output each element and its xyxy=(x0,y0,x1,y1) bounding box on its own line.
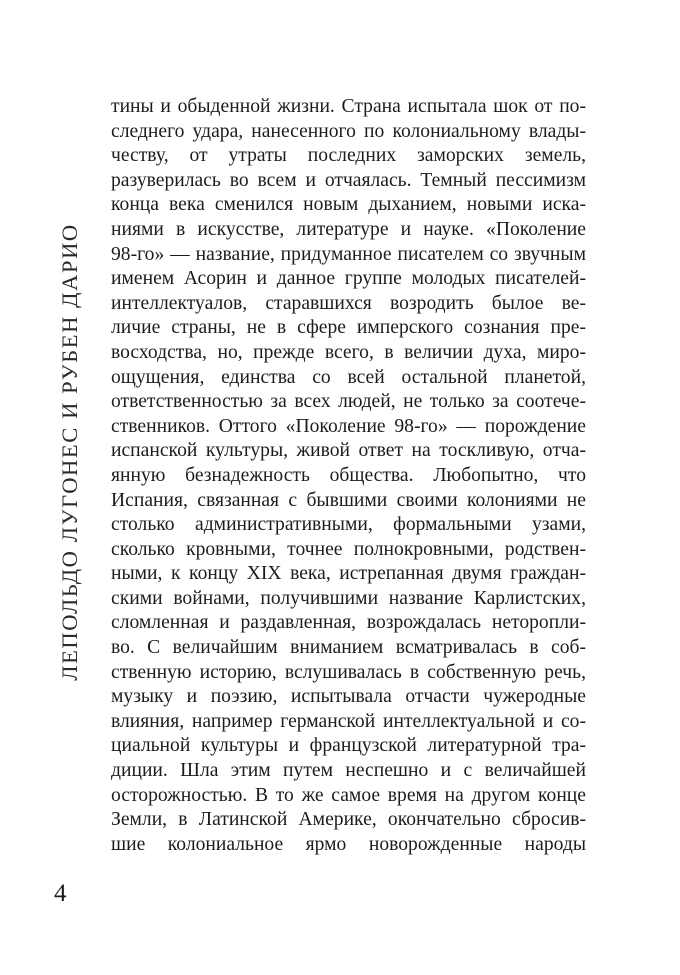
text-line: шие колониальное ярмо новорожденные народы xyxy=(111,833,586,855)
text-line: ответственностью за всех людей, не только за соотече- xyxy=(111,391,586,413)
running-head-text: ЛЕПОЛЬДО ЛУГОНЕС И РУБЕН ДАРИО xyxy=(56,223,82,681)
page-number: 4 xyxy=(54,880,67,907)
text-line: ственников. Оттого «Поколение 98-го» — порождение xyxy=(111,415,586,437)
text-line: испанской культуры, живой ответ на тоскливую, отча- xyxy=(111,440,586,462)
text-line: личие страны, не в сфере имперского сознания пре- xyxy=(111,317,586,339)
running-head xyxy=(55,97,84,807)
text-line: ственную историю, вслушивалась в собственную речь, xyxy=(111,661,586,683)
text-line: честву, от утраты последних заморских земель, xyxy=(111,145,586,167)
text-line: осторожностью. В то же самое время на другом конце xyxy=(111,784,586,806)
text-line: влияния, например германской интеллектуальной и со- xyxy=(111,710,586,732)
text-line: циальной культуры и французской литературной тра- xyxy=(111,735,586,757)
text-line: столько административными, формальными узами, xyxy=(111,514,586,536)
text-line: тины и обыденной жизни. Страна испытала шок от по- xyxy=(111,96,586,117)
text-line: конца века сменился новым дыханием, новыми иска- xyxy=(111,194,586,216)
text-line: восходства, но, прежде всего, в величии духа, миро- xyxy=(111,341,586,363)
text-line: 98-го» — название, придуманное писателем со звучным xyxy=(111,243,586,265)
text-line: музыку и поэзию, испытывала отчасти чужеродные xyxy=(111,686,586,708)
text-line: ниями в искусстве, литературе и науке. «Поколение xyxy=(111,218,586,240)
body-text xyxy=(111,95,586,857)
text-line: сколько кровными, точнее полнокровными, родствен- xyxy=(111,538,586,560)
text-line: янную безнадежность общества. Любопытно, что xyxy=(111,464,586,486)
text-line: сломленная и раздавленная, возрождалась неторопли- xyxy=(111,612,586,634)
text-line: диции. Шла этим путем неспешно и с величайшей xyxy=(111,760,586,782)
text-line: ощущения, единства со всей остальной планетой, xyxy=(111,366,586,388)
text-line: разуверилась во всем и отчаялась. Темный пессимизм xyxy=(111,169,586,191)
text-line: интеллектуалов, старавшихся возродить былое ве- xyxy=(111,292,586,314)
text-line: именем Асорин и данное группе молодых писателей- xyxy=(111,268,586,290)
text-line: Испания, связанная с бывшими своими колониями не xyxy=(111,489,586,511)
text-line: во. С величайшим вниманием всматривалась в соб- xyxy=(111,637,586,659)
text-line: Земли, в Латинской Америке, окончательно сбросив- xyxy=(111,809,586,831)
text-line: скими войнами, получившими название Карлистских, xyxy=(111,587,586,609)
text-line: следнего удара, нанесенного по колониальному влады- xyxy=(111,120,586,142)
text-line: ными, к концу XIX века, истрепанная двумя граждан- xyxy=(111,563,586,585)
